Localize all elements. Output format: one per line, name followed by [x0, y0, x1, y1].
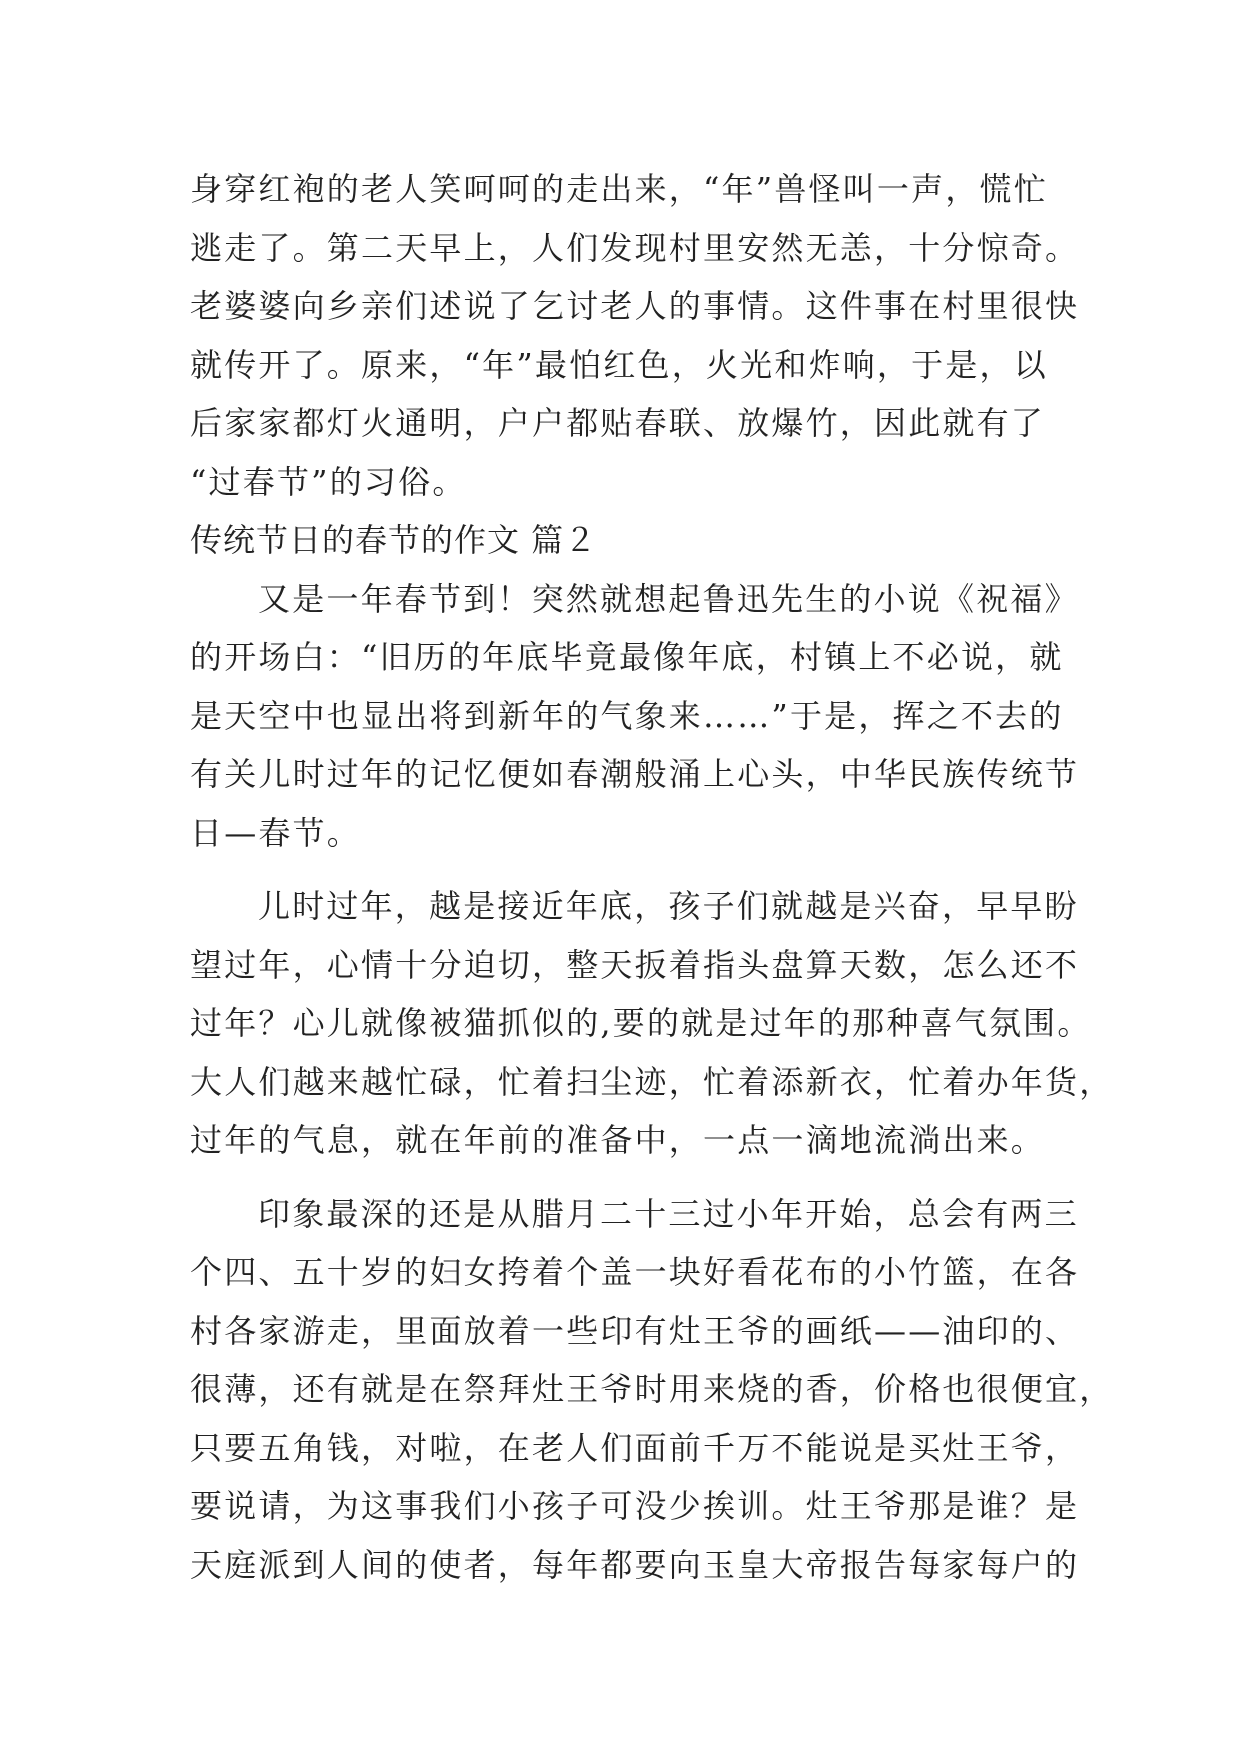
paragraph-line: 就传开了。原来，“年”最怕红色，火光和炸响，于是，以 [190, 345, 1048, 384]
paragraph-line: 印象最深的还是从腊月二十三过小年开始，总会有两三 [258, 1194, 1079, 1233]
paragraph-line: 的开场白：“旧历的年底毕竟最像年底，村镇上不必说，就 [190, 638, 1064, 676]
paragraph-line: 只要五角钱，对啦，在老人们面前千万不能说是买灶王爷， [190, 1428, 1080, 1467]
document-body [190, 160, 1114, 1594]
paragraph-2 [190, 570, 1080, 863]
paragraph-line: 有关儿时过年的记忆便如春潮般涌上心头，中华民族传统节 [190, 755, 1080, 793]
paragraph-line: 过年？心儿就像被猫抓似的,要的就是过年的那种喜气氛围。 [190, 1004, 1092, 1042]
paragraph-line: 老婆婆向乡亲们述说了乞讨老人的事情。这件事在村里很快 [190, 287, 1080, 325]
paragraph-line: 逃走了。第二天早上，人们发现村里安然无恙，十分惊奇。 [190, 228, 1080, 267]
paragraph-line: 后家家都灯火通明，户户都贴春联、放爆竹，因此就有了 [190, 404, 1046, 442]
paragraph-line: 要说请，为这事我们小孩子可没少挨训。灶王爷那是谁？是 [190, 1487, 1080, 1525]
paragraph-1 [190, 160, 1080, 511]
paragraph-line: 身穿红袍的老人笑呵呵的走出来，“年”兽怪叫一声，慌忙 [190, 170, 1048, 208]
paragraph-line: “过春节”的习俗。 [190, 462, 467, 501]
paragraph-line: 村各家游走，里面放着一些印有灶王爷的画纸——油印的、 [190, 1311, 1080, 1350]
paragraph-line: 又是一年春节到！突然就想起鲁迅先生的小说《祝福》 [258, 579, 1079, 618]
paragraph-line: 个四、五十岁的妇女挎着个盖一块好看花布的小竹篮，在各 [190, 1253, 1080, 1291]
paragraph-3 [190, 877, 1114, 1170]
paragraph-line: 望过年，心情十分迫切，整天扳着指头盘算天数，怎么还不 [190, 945, 1080, 984]
paragraph-line: 天庭派到人间的使者，每年都要向玉皇大帝报告每家每户的 [190, 1545, 1080, 1584]
paragraph-4 [190, 1185, 1114, 1595]
paragraph-line: 儿时过年，越是接近年底，孩子们就越是兴奋，早早盼 [258, 887, 1079, 925]
paragraph-line: 大人们越来越忙碌，忙着扫尘迹，忙着添新衣，忙着办年货， [190, 1062, 1114, 1101]
paragraph-line: 很薄，还有就是在祭拜灶王爷时用来烧的香，价格也很便宜， [190, 1370, 1114, 1408]
paragraph-line: 日—春节。 [190, 813, 362, 852]
paragraph-line: 过年的气息，就在年前的准备中，一点一滴地流淌出来。 [190, 1121, 1046, 1159]
section-heading: 传统节日的春节的作文 篇２ [190, 521, 598, 559]
paragraph-line: 是天空中也显出将到新年的气象来……”于是，挥之不去的 [190, 696, 1064, 735]
